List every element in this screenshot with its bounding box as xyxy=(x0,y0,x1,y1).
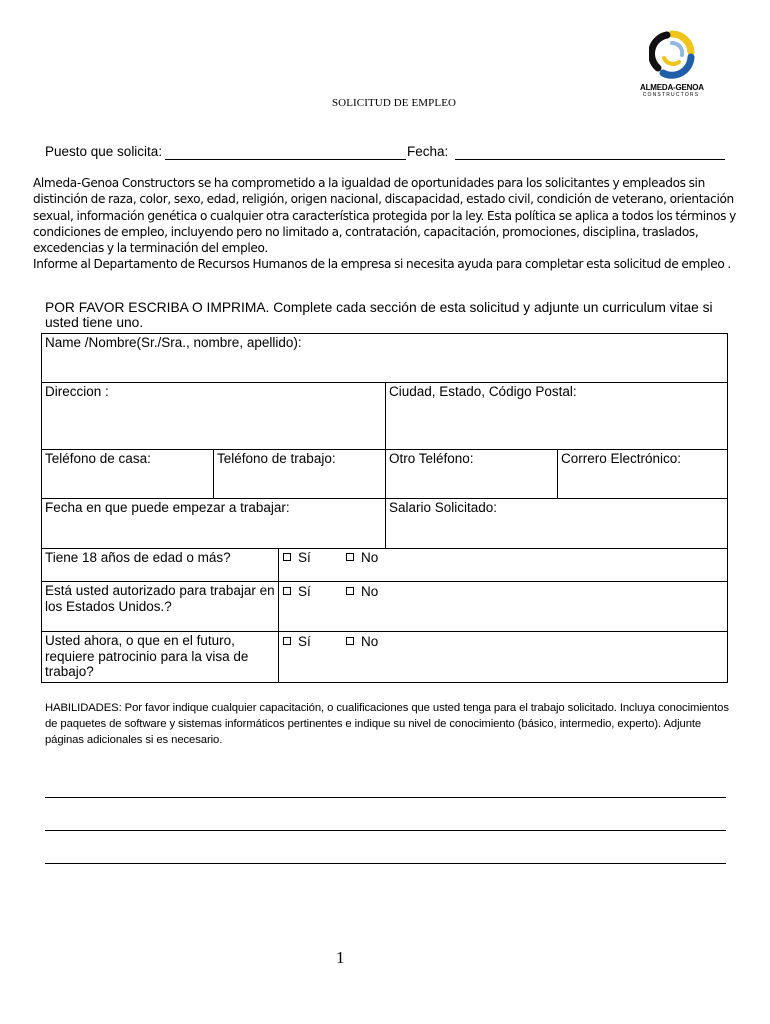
visa-no-option[interactable] xyxy=(346,634,378,649)
start-date-label: Fecha en que puede empezar a trabajar: xyxy=(45,500,290,515)
address-label: Direccion : xyxy=(45,384,109,399)
email-label: Correro Electrónico: xyxy=(561,451,682,466)
name-label: Name /Nombre(Sr./Sra., nombre, apellido): xyxy=(45,335,302,350)
question-visa-sponsorship-label: Usted ahora, o que en el futuro, requiere patrocinio para la visa de trabajo? xyxy=(45,633,249,679)
logo-text: ALMEDA-GENOA xyxy=(640,83,704,92)
checkbox-icon xyxy=(283,553,291,561)
checkbox-icon xyxy=(346,637,354,645)
checkbox-icon xyxy=(346,553,354,561)
yes-label: Sí xyxy=(298,550,311,565)
question-work-authorization-label: Está usted autorizado para trabajar en los Estados Unidos.? xyxy=(45,583,275,614)
age-yes-option[interactable] xyxy=(283,550,311,565)
position-field[interactable] xyxy=(165,159,406,160)
other-phone-field[interactable] xyxy=(385,449,558,499)
visa-yes-option[interactable] xyxy=(283,634,311,649)
city-state-zip-field[interactable] xyxy=(385,382,728,450)
date-field[interactable] xyxy=(455,159,725,160)
applicant-info-table xyxy=(41,333,728,683)
start-date-field[interactable] xyxy=(41,498,386,549)
checkbox-icon xyxy=(283,587,291,595)
no-label: No xyxy=(361,550,379,565)
checkbox-icon xyxy=(283,637,291,645)
no-label: No xyxy=(361,634,379,649)
address-field[interactable] xyxy=(41,382,386,450)
position-label: Puesto que solicita: xyxy=(45,144,163,159)
checkbox-icon xyxy=(346,587,354,595)
salary-label: Salario Solicitado: xyxy=(389,500,498,515)
home-phone-field[interactable] xyxy=(41,449,214,499)
city-state-zip-label: Ciudad, Estado, Código Postal: xyxy=(389,384,577,399)
no-label: No xyxy=(361,584,379,599)
question-age xyxy=(41,548,279,582)
question-age-label: Tiene 18 años de edad o más? xyxy=(45,550,231,565)
logo-subtext: CONSTRUCTORS xyxy=(642,92,700,98)
work-phone-label: Teléfono de trabajo: xyxy=(217,451,336,466)
skills-instructions: HABILIDADES: Por favor indique cualquier capacitación, o cualificaciones que usted tenga para el trabajo solicitado. Incluya conocimientos de paquetes de software y sistemas informáticos pertinentes e indique su nivel de conocimiento (básico, intermedio, experto). Adjunte páginas adicionales si es necesario. xyxy=(45,702,729,746)
name-field[interactable] xyxy=(41,333,728,383)
company-logo xyxy=(640,30,702,100)
age-no-option[interactable] xyxy=(346,550,378,565)
policy-help-note: Informe al Departamento de Recursos Humanos de la empresa si necesita ayuda para completar esta solicitud de empleo . xyxy=(33,257,731,272)
authorization-yes-option[interactable] xyxy=(283,584,311,599)
page-number: 1 xyxy=(336,948,345,967)
work-phone-field[interactable] xyxy=(213,449,386,499)
home-phone-label: Teléfono de casa: xyxy=(45,451,151,466)
yes-label: Sí xyxy=(298,584,311,599)
equal-opportunity-policy xyxy=(33,175,745,273)
authorization-no-option[interactable] xyxy=(346,584,378,599)
date-label: Fecha: xyxy=(407,144,449,159)
skills-answer-line-2[interactable] xyxy=(45,830,726,831)
email-field[interactable] xyxy=(557,449,728,499)
salary-field[interactable] xyxy=(385,498,728,549)
skills-section xyxy=(45,700,735,748)
policy-paragraph: Almeda-Genoa Constructors se ha comprometido a la igualdad de oportunidades para los solicitantes y empleados sin distinción de raza, color, sexo, edad, religión, origen nacional, discapacidad, estado civil, condición de veterano, orientación sexual, información genética o cualquier otra característica protegida por la ley. Esta política se aplica a todos los términos y condiciones de empleo, incluyendo pero no limitado a, contratación, capacitación, promociones, disciplina, traslados, excedencias y la terminación del empleo. xyxy=(33,176,736,256)
skills-answer-line-1[interactable] xyxy=(45,797,726,798)
document-title: SOLICITUD DE EMPLEO xyxy=(331,97,457,109)
other-phone-label: Otro Teléfono: xyxy=(389,451,474,466)
yes-label: Sí xyxy=(298,634,311,649)
question-work-authorization xyxy=(41,581,279,632)
instructions: POR FAVOR ESCRIBA O IMPRIMA. Complete cada sección de esta solicitud y adjunte un curriculum vitae si usted tiene uno. xyxy=(45,300,713,330)
question-visa-sponsorship xyxy=(41,631,279,683)
skills-answer-line-3[interactable] xyxy=(45,863,726,864)
company-logo-mark xyxy=(649,30,695,80)
